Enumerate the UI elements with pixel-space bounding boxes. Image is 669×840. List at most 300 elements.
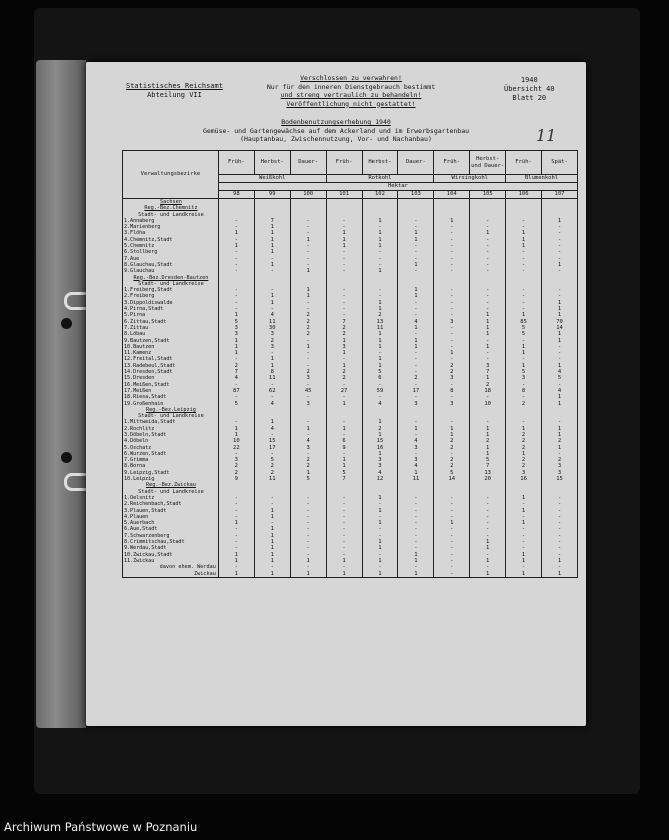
value-cell: - bbox=[434, 394, 470, 400]
value-cell: - bbox=[470, 394, 506, 400]
column-number: 105 bbox=[470, 191, 506, 199]
value-cell: - bbox=[362, 564, 398, 570]
value-cell: 8 bbox=[506, 388, 542, 394]
value-cell: 1 bbox=[542, 432, 578, 438]
value-cell: - bbox=[290, 262, 326, 268]
value-cell: 1 bbox=[218, 552, 254, 558]
value-cell: - bbox=[542, 268, 578, 274]
value-cell: - bbox=[398, 356, 434, 362]
value-cell: 18 bbox=[470, 388, 506, 394]
group-label: Weißkohl bbox=[218, 175, 326, 183]
value-cell: - bbox=[434, 243, 470, 249]
value-cell: - bbox=[290, 356, 326, 362]
value-cell: - bbox=[506, 218, 542, 224]
value-cell: 7 bbox=[326, 476, 362, 482]
district-name: 4.Chemnitz,Stadt bbox=[123, 237, 219, 243]
value-cell: - bbox=[362, 249, 398, 255]
value-cell: - bbox=[470, 218, 506, 224]
value-cell: 1 bbox=[434, 218, 470, 224]
value-cell: 1 bbox=[434, 520, 470, 526]
value-cell: - bbox=[254, 501, 290, 507]
value-cell: - bbox=[326, 249, 362, 255]
district-name: 4.Plauen bbox=[123, 514, 219, 520]
value-cell: 1 bbox=[398, 338, 434, 344]
value-cell: - bbox=[398, 451, 434, 457]
value-cell: 4 bbox=[398, 463, 434, 469]
value-cell: 8 bbox=[254, 369, 290, 375]
value-cell: 3 bbox=[398, 401, 434, 407]
value-cell: 5 bbox=[506, 331, 542, 337]
value-cell: 14 bbox=[434, 476, 470, 482]
value-cell: 1 bbox=[362, 243, 398, 249]
value-cell: - bbox=[362, 287, 398, 293]
value-cell: - bbox=[542, 526, 578, 532]
district-name: 2.Reichenbach,Stadt bbox=[123, 501, 219, 507]
value-cell: - bbox=[398, 312, 434, 318]
district-name: Zwickau bbox=[123, 571, 219, 578]
value-cell: 2 bbox=[290, 331, 326, 337]
value-cell: 1 bbox=[326, 243, 362, 249]
value-cell: - bbox=[254, 268, 290, 274]
value-cell: - bbox=[542, 545, 578, 551]
value-cell: - bbox=[398, 224, 434, 230]
value-cell: 4 bbox=[398, 319, 434, 325]
value-cell: 1 bbox=[398, 344, 434, 350]
value-cell: 1 bbox=[542, 262, 578, 268]
value-cell: 1 bbox=[362, 338, 398, 344]
notice-line: Nur für den inneren Dienstgebrauch bestimmt bbox=[266, 82, 436, 91]
value-cell: 1 bbox=[218, 338, 254, 344]
value-cell: 1 bbox=[326, 237, 362, 243]
value-cell: 2 bbox=[290, 312, 326, 318]
value-cell: 17 bbox=[398, 388, 434, 394]
value-cell: 13 bbox=[470, 470, 506, 476]
value-cell: 1 bbox=[470, 375, 506, 381]
value-cell: - bbox=[362, 382, 398, 388]
value-cell: - bbox=[326, 256, 362, 262]
value-cell: - bbox=[470, 552, 506, 558]
value-cell: 2 bbox=[254, 338, 290, 344]
value-cell: 4 bbox=[218, 375, 254, 381]
value-cell: - bbox=[218, 394, 254, 400]
value-cell: - bbox=[218, 300, 254, 306]
value-cell: - bbox=[290, 230, 326, 236]
value-cell: - bbox=[506, 287, 542, 293]
value-cell: 1 bbox=[254, 514, 290, 520]
value-cell: 1 bbox=[362, 571, 398, 578]
value-cell: - bbox=[470, 262, 506, 268]
value-cell: 4 bbox=[398, 438, 434, 444]
value-cell: 5 bbox=[362, 369, 398, 375]
value-cell bbox=[254, 199, 290, 206]
value-cell: 1 bbox=[218, 230, 254, 236]
value-cell: - bbox=[506, 300, 542, 306]
value-cell: 1 bbox=[326, 457, 362, 463]
value-cell: 1 bbox=[290, 426, 326, 432]
value-cell: 1 bbox=[362, 363, 398, 369]
sheet-reference bbox=[504, 76, 555, 103]
value-cell: 2 bbox=[398, 375, 434, 381]
value-cell: 7 bbox=[326, 319, 362, 325]
district-name: 19.Großenhain bbox=[123, 401, 219, 407]
value-cell: - bbox=[506, 533, 542, 539]
value-cell: - bbox=[398, 495, 434, 501]
value-cell: - bbox=[542, 501, 578, 507]
value-cell: - bbox=[290, 243, 326, 249]
district-name: 7.Schwarzenberg bbox=[123, 533, 219, 539]
value-cell: 5 bbox=[434, 470, 470, 476]
value-cell: - bbox=[218, 306, 254, 312]
value-cell: 2 bbox=[506, 432, 542, 438]
value-cell: 1 bbox=[362, 218, 398, 224]
value-cell: - bbox=[506, 262, 542, 268]
value-cell: 3 bbox=[326, 344, 362, 350]
value-cell: - bbox=[470, 514, 506, 520]
value-cell: - bbox=[398, 268, 434, 274]
value-cell: 10 bbox=[470, 401, 506, 407]
value-cell: 1 bbox=[290, 558, 326, 564]
value-cell: 2 bbox=[506, 457, 542, 463]
value-cell: 1 bbox=[470, 571, 506, 578]
value-cell: 70 bbox=[542, 319, 578, 325]
value-cell: 1 bbox=[290, 268, 326, 274]
value-cell: - bbox=[398, 243, 434, 249]
value-cell: - bbox=[290, 363, 326, 369]
value-cell bbox=[362, 199, 398, 206]
value-cell: 3 bbox=[434, 319, 470, 325]
value-cell: 1 bbox=[326, 401, 362, 407]
value-cell: 10 bbox=[218, 438, 254, 444]
value-cell: 1 bbox=[362, 300, 398, 306]
district-name: 10.Bautzen bbox=[123, 344, 219, 350]
value-cell: - bbox=[290, 451, 326, 457]
value-cell: - bbox=[470, 249, 506, 255]
value-cell: 2 bbox=[434, 463, 470, 469]
value-cell: - bbox=[218, 514, 254, 520]
district-name: 17.Meißen bbox=[123, 388, 219, 394]
value-cell bbox=[470, 199, 506, 206]
value-cell: - bbox=[434, 312, 470, 318]
column-label: Früh- bbox=[506, 151, 542, 175]
value-cell: - bbox=[218, 495, 254, 501]
unit-label: Hektar bbox=[218, 183, 577, 191]
value-cell: 1 bbox=[362, 432, 398, 438]
value-cell: 1 bbox=[398, 293, 434, 299]
district-name: Reg.-Bez.Dresden-Bautzen bbox=[123, 275, 219, 281]
value-cell: - bbox=[470, 243, 506, 249]
value-cell: 1 bbox=[254, 363, 290, 369]
value-cell: - bbox=[218, 451, 254, 457]
value-cell: - bbox=[434, 300, 470, 306]
value-cell: 1 bbox=[470, 325, 506, 331]
district-name: 4.Pirna,Stadt bbox=[123, 306, 219, 312]
value-cell: - bbox=[326, 287, 362, 293]
value-cell: 30 bbox=[254, 325, 290, 331]
value-cell: - bbox=[434, 356, 470, 362]
value-cell: 1 bbox=[254, 224, 290, 230]
value-cell: - bbox=[326, 545, 362, 551]
value-cell: - bbox=[542, 419, 578, 425]
value-cell: - bbox=[398, 394, 434, 400]
group-label: Rotkohl bbox=[326, 175, 434, 183]
value-cell: 1 bbox=[326, 363, 362, 369]
column-number: 101 bbox=[326, 191, 362, 199]
value-cell: - bbox=[398, 331, 434, 337]
district-name: Reg.-Bez.Chemnitz bbox=[123, 205, 219, 211]
value-cell: 7 bbox=[254, 218, 290, 224]
district-name: 6.Aue,Stadt bbox=[123, 526, 219, 532]
value-cell: - bbox=[254, 306, 290, 312]
value-cell: 1 bbox=[362, 508, 398, 514]
value-cell: 1 bbox=[398, 237, 434, 243]
value-cell: 1 bbox=[506, 558, 542, 564]
value-cell: - bbox=[218, 287, 254, 293]
value-cell: 3 bbox=[290, 401, 326, 407]
value-cell: - bbox=[290, 508, 326, 514]
value-cell: - bbox=[362, 552, 398, 558]
document-title bbox=[186, 118, 486, 144]
value-cell: - bbox=[434, 564, 470, 570]
value-cell: - bbox=[434, 545, 470, 551]
value-cell: 3 bbox=[254, 331, 290, 337]
value-cell: 1 bbox=[542, 312, 578, 318]
value-cell: - bbox=[470, 237, 506, 243]
value-cell: 1 bbox=[542, 571, 578, 578]
district-name: Sachsen bbox=[123, 199, 219, 206]
value-cell: 2 bbox=[326, 325, 362, 331]
value-cell: - bbox=[326, 526, 362, 532]
value-cell: - bbox=[218, 218, 254, 224]
value-cell: 7 bbox=[470, 463, 506, 469]
value-cell: - bbox=[326, 394, 362, 400]
value-cell: - bbox=[398, 501, 434, 507]
district-name: 2.Marienberg bbox=[123, 224, 219, 230]
notice-line: und streng vertraulich zu behandeln! bbox=[280, 91, 422, 99]
value-cell: 1 bbox=[542, 306, 578, 312]
value-cell: - bbox=[290, 256, 326, 262]
value-cell: 1 bbox=[506, 426, 542, 432]
value-cell: 1 bbox=[290, 237, 326, 243]
district-name: 13.Radebeul,Stadt bbox=[123, 363, 219, 369]
value-cell: 2 bbox=[470, 382, 506, 388]
district-name: Stadt- und Landkreise bbox=[123, 489, 219, 495]
value-cell: 11 bbox=[254, 476, 290, 482]
value-cell: 2 bbox=[326, 331, 362, 337]
value-cell: - bbox=[470, 306, 506, 312]
value-cell: - bbox=[326, 224, 362, 230]
value-cell: 3 bbox=[542, 470, 578, 476]
value-cell: - bbox=[290, 501, 326, 507]
value-cell: 2 bbox=[290, 369, 326, 375]
column-label: Herbst- und Dauer- bbox=[470, 151, 506, 175]
value-cell: - bbox=[362, 262, 398, 268]
district-name: 10.Leipzig bbox=[123, 476, 219, 482]
value-cell: - bbox=[326, 451, 362, 457]
district-name: 4.Döbeln bbox=[123, 438, 219, 444]
value-cell: 12 bbox=[362, 476, 398, 482]
value-cell: 3 bbox=[218, 457, 254, 463]
value-cell: 4 bbox=[542, 388, 578, 394]
value-cell: 5 bbox=[218, 319, 254, 325]
value-cell: 5 bbox=[326, 470, 362, 476]
value-cell: 1 bbox=[326, 558, 362, 564]
column-label: Dauer- bbox=[290, 151, 326, 175]
value-cell: 1 bbox=[470, 432, 506, 438]
value-cell: 1 bbox=[326, 350, 362, 356]
value-cell: 2 bbox=[218, 470, 254, 476]
value-cell: - bbox=[506, 394, 542, 400]
value-cell: 11 bbox=[398, 476, 434, 482]
value-cell: 1 bbox=[218, 350, 254, 356]
value-cell: 1 bbox=[254, 237, 290, 243]
district-name: Stadt- und Landkreise bbox=[123, 212, 219, 218]
value-cell: - bbox=[218, 533, 254, 539]
value-cell: - bbox=[506, 338, 542, 344]
value-cell: - bbox=[434, 419, 470, 425]
value-cell: 1 bbox=[254, 571, 290, 578]
value-cell: 11 bbox=[362, 325, 398, 331]
value-cell: - bbox=[470, 268, 506, 274]
value-cell: - bbox=[362, 501, 398, 507]
value-cell: 2 bbox=[506, 401, 542, 407]
district-name: 9.Bautzen,Stadt bbox=[123, 338, 219, 344]
punch-hole bbox=[61, 452, 72, 463]
value-cell: - bbox=[434, 558, 470, 564]
value-cell: - bbox=[326, 495, 362, 501]
value-cell: - bbox=[326, 268, 362, 274]
column-label: Herbst- bbox=[362, 151, 398, 175]
value-cell: - bbox=[254, 432, 290, 438]
value-cell: 1 bbox=[470, 319, 506, 325]
value-cell: - bbox=[362, 256, 398, 262]
punch-hole bbox=[61, 318, 72, 329]
value-cell: 5 bbox=[470, 457, 506, 463]
value-cell: 6 bbox=[362, 375, 398, 381]
district-name: 1.Freiberg,Stadt bbox=[123, 287, 219, 293]
value-cell: - bbox=[542, 243, 578, 249]
value-cell: - bbox=[326, 262, 362, 268]
value-cell: - bbox=[290, 539, 326, 545]
value-cell: - bbox=[290, 552, 326, 558]
data-table bbox=[122, 150, 578, 578]
value-cell: 1 bbox=[254, 249, 290, 255]
value-cell: 1 bbox=[254, 262, 290, 268]
value-cell: - bbox=[218, 262, 254, 268]
column-number: 107 bbox=[542, 191, 578, 199]
column-label: Herbst- bbox=[254, 151, 290, 175]
value-cell: - bbox=[434, 526, 470, 532]
district-name: Stadt- und Landkreise bbox=[123, 413, 219, 419]
district-name: 8.Borna bbox=[123, 463, 219, 469]
value-cell: - bbox=[470, 338, 506, 344]
district-name: 2.Freiberg bbox=[123, 293, 219, 299]
value-cell: 2 bbox=[506, 463, 542, 469]
value-cell: - bbox=[326, 501, 362, 507]
value-cell: 8 bbox=[434, 388, 470, 394]
value-cell: 1 bbox=[506, 451, 542, 457]
value-cell: 1 bbox=[218, 312, 254, 318]
value-cell: 1 bbox=[470, 539, 506, 545]
value-cell: 4 bbox=[542, 369, 578, 375]
value-cell: 1 bbox=[470, 312, 506, 318]
value-cell: - bbox=[506, 293, 542, 299]
value-cell: 1 bbox=[326, 338, 362, 344]
value-cell: 1 bbox=[290, 293, 326, 299]
value-cell: - bbox=[362, 293, 398, 299]
value-cell: 1 bbox=[254, 533, 290, 539]
value-cell: 1 bbox=[398, 230, 434, 236]
value-cell: - bbox=[326, 300, 362, 306]
value-cell: 5 bbox=[542, 375, 578, 381]
value-cell: 15 bbox=[362, 438, 398, 444]
value-cell: 7 bbox=[470, 369, 506, 375]
value-cell: 62 bbox=[254, 388, 290, 394]
value-cell: - bbox=[290, 520, 326, 526]
district-name: Stadt- und Landkreise bbox=[123, 281, 219, 287]
column-number: 98 bbox=[218, 191, 254, 199]
value-cell: - bbox=[362, 394, 398, 400]
district-name: 1.Mittweida,Stadt bbox=[123, 419, 219, 425]
value-cell: 1 bbox=[398, 571, 434, 578]
value-cell: 1 bbox=[506, 520, 542, 526]
district-name: 16.Meißen,Stadt bbox=[123, 382, 219, 388]
value-cell: - bbox=[218, 356, 254, 362]
district-name: 14.Dresden,Stadt bbox=[123, 369, 219, 375]
value-cell: - bbox=[542, 287, 578, 293]
value-cell: - bbox=[254, 394, 290, 400]
value-cell: 3 bbox=[470, 363, 506, 369]
value-cell: - bbox=[470, 300, 506, 306]
value-cell: 1 bbox=[254, 508, 290, 514]
value-cell: 20 bbox=[470, 476, 506, 482]
value-cell: - bbox=[218, 237, 254, 243]
value-cell: 1 bbox=[506, 571, 542, 578]
value-cell: 4 bbox=[362, 470, 398, 476]
column-number: 99 bbox=[254, 191, 290, 199]
value-cell: - bbox=[254, 495, 290, 501]
value-cell: 1 bbox=[542, 331, 578, 337]
value-cell: - bbox=[326, 419, 362, 425]
value-cell: 15 bbox=[542, 476, 578, 482]
value-cell: - bbox=[542, 256, 578, 262]
value-cell bbox=[434, 199, 470, 206]
value-cell: - bbox=[470, 287, 506, 293]
agency-name: Statistisches Reichsamt bbox=[126, 82, 223, 90]
value-cell: 16 bbox=[362, 445, 398, 451]
group-label: Blumenkohl bbox=[506, 175, 578, 183]
value-cell: - bbox=[362, 350, 398, 356]
value-cell: - bbox=[398, 300, 434, 306]
value-cell: - bbox=[398, 218, 434, 224]
value-cell: - bbox=[506, 382, 542, 388]
value-cell: 1 bbox=[398, 262, 434, 268]
value-cell: - bbox=[542, 514, 578, 520]
value-cell: - bbox=[326, 508, 362, 514]
value-cell: - bbox=[398, 256, 434, 262]
value-cell: 3 bbox=[254, 344, 290, 350]
value-cell: - bbox=[218, 508, 254, 514]
district-name: 7.Zittau bbox=[123, 325, 219, 331]
value-cell: - bbox=[362, 514, 398, 520]
value-cell: - bbox=[542, 224, 578, 230]
value-cell: 1 bbox=[362, 558, 398, 564]
value-cell: - bbox=[470, 508, 506, 514]
value-cell: - bbox=[398, 508, 434, 514]
value-cell: 1 bbox=[254, 552, 290, 558]
value-cell: 15 bbox=[254, 438, 290, 444]
value-cell: 45 bbox=[290, 388, 326, 394]
value-cell: 1 bbox=[362, 495, 398, 501]
